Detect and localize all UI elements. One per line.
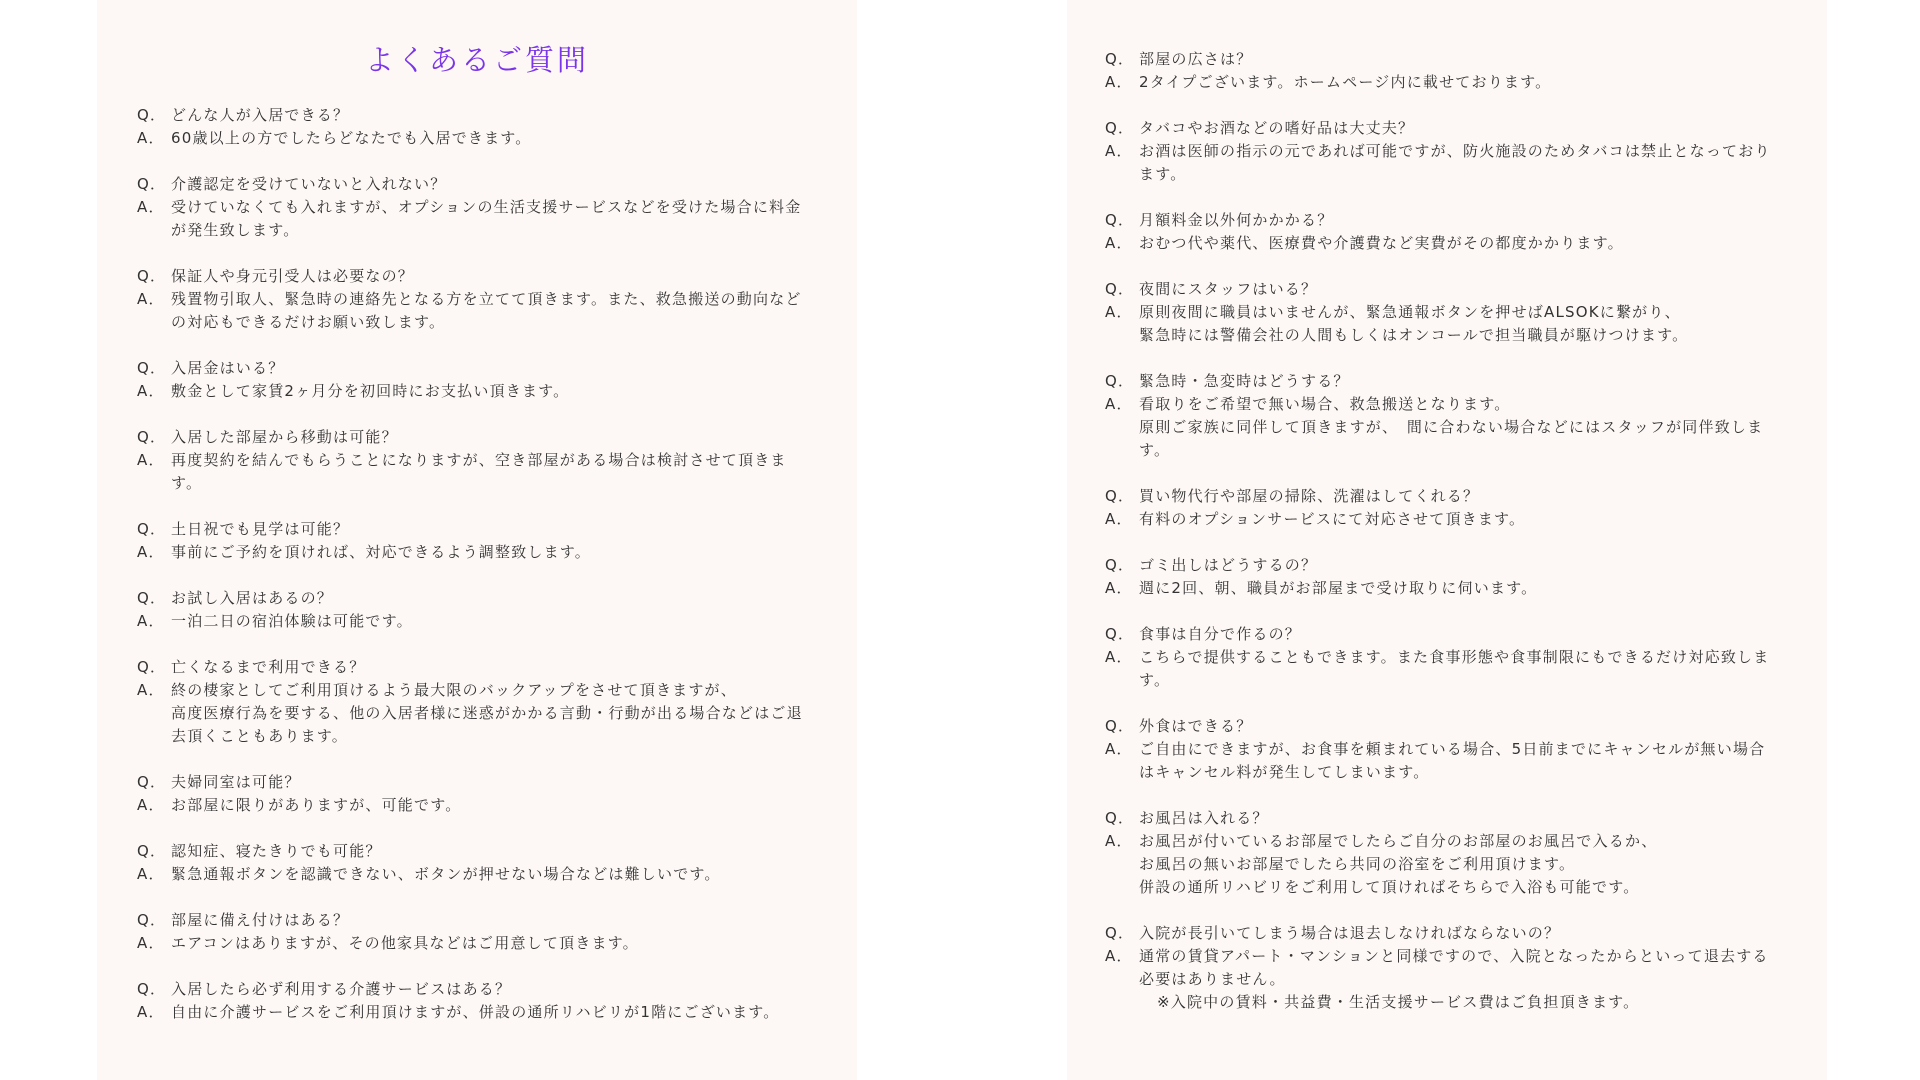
faq-question bbox=[1105, 370, 1805, 393]
faq-question bbox=[1105, 485, 1805, 508]
page-title: よくあるご質問 bbox=[364, 43, 589, 77]
faq-answer bbox=[137, 863, 827, 886]
answer-line: お酒は医師の指示の元であれば可能ですが、防火施設のためタバコは禁止となっており bbox=[1139, 142, 1771, 160]
question-prefix: Q． bbox=[1105, 119, 1135, 137]
question-text: 部屋の広さは？ bbox=[1139, 50, 1253, 68]
faq-answer bbox=[1105, 830, 1805, 899]
answer-text bbox=[1139, 508, 1805, 531]
answer-prefix: A． bbox=[1105, 832, 1133, 850]
question-prefix: Q． bbox=[1105, 211, 1135, 229]
answer-line: 緊急通報ボタンを認識できない、ボタンが押せない場合などは難しいです。 bbox=[171, 865, 721, 883]
answer-text bbox=[1139, 140, 1805, 186]
answer-line: 原則夜間に職員はいませんが、緊急通報ボタンを押せばALSOKに繋がり、 bbox=[1139, 303, 1681, 321]
answer-text bbox=[1139, 646, 1805, 692]
question-text: 保証人や身元引受人は必要なの？ bbox=[171, 267, 415, 285]
answer-text bbox=[171, 610, 827, 633]
answer-line: こちらで提供することもできます。また食事形態や食事制限にもできるだけ対応致しま bbox=[1139, 648, 1770, 666]
answer-line: す。 bbox=[1139, 441, 1171, 459]
question-text: 買い物代行や部屋の掃除、洗濯はしてくれる？ bbox=[1139, 487, 1480, 505]
faq-item bbox=[137, 518, 827, 564]
faq-answer bbox=[1105, 646, 1805, 692]
faq-answer bbox=[1105, 301, 1805, 347]
answer-prefix: A． bbox=[1105, 947, 1133, 965]
answer-line: 受けていなくても入れますが、オプションの生活支援サービスなどを受けた場合に料金 bbox=[171, 198, 802, 216]
question-text: 緊急時・急変時はどうする？ bbox=[1139, 372, 1350, 390]
question-prefix: Q． bbox=[1105, 487, 1135, 505]
faq-answer bbox=[1105, 140, 1805, 186]
faq-answer bbox=[137, 449, 827, 495]
answer-text bbox=[1139, 738, 1805, 784]
answer-text bbox=[171, 127, 827, 150]
answer-line: 一泊二日の宿泊体験は可能です。 bbox=[171, 612, 413, 630]
faq-item bbox=[137, 265, 827, 334]
faq-question bbox=[137, 656, 827, 679]
faq-question bbox=[1105, 715, 1805, 738]
faq-answer bbox=[137, 610, 827, 633]
question-prefix: Q． bbox=[137, 359, 167, 377]
answer-prefix: A． bbox=[137, 129, 165, 147]
question-prefix: Q． bbox=[137, 267, 167, 285]
faq-item bbox=[137, 104, 827, 150]
question-prefix: Q． bbox=[137, 428, 167, 446]
question-text: お風呂は入れる？ bbox=[1139, 809, 1269, 827]
answer-line: ご自由にできますが、お食事を頼まれている場合、5日前までにキャンセルが無い場合 bbox=[1139, 740, 1766, 758]
answer-line: 看取りをご希望で無い場合、救急搬送となります。 bbox=[1139, 395, 1511, 413]
answer-prefix: A． bbox=[137, 290, 165, 308]
answer-line: 残置物引取人、緊急時の連絡先となる方を立てて頂きます。また、救急搬送の動向など bbox=[171, 290, 802, 308]
faq-question bbox=[137, 771, 827, 794]
question-text: 入居したら必ず利用する介護サービスはある？ bbox=[171, 980, 512, 998]
question-text: 認知症、寝たきりでも可能？ bbox=[171, 842, 382, 860]
faq-answer bbox=[1105, 71, 1805, 94]
faq-item bbox=[1105, 715, 1805, 784]
question-prefix: Q． bbox=[1105, 809, 1135, 827]
answer-line: 自由に介護サービスをご利用頂けますが、併設の通所リハビリが1階にございます。 bbox=[171, 1003, 780, 1021]
faq-item bbox=[1105, 370, 1805, 462]
faq-question bbox=[137, 587, 827, 610]
answer-line: 必要はありません。 bbox=[1139, 970, 1286, 988]
faq-item bbox=[1105, 117, 1805, 186]
faq-answer bbox=[137, 380, 827, 403]
answer-text bbox=[1139, 71, 1805, 94]
answer-line: お風呂が付いているお部屋でしたらご自分のお部屋のお風呂で入るか、 bbox=[1139, 832, 1658, 850]
faq-answer bbox=[137, 127, 827, 150]
faq-item bbox=[1105, 807, 1805, 899]
question-prefix: Q． bbox=[137, 658, 167, 676]
faq-answer bbox=[137, 541, 827, 564]
faq-question bbox=[137, 173, 827, 196]
answer-line: す。 bbox=[171, 474, 203, 492]
question-prefix: Q． bbox=[137, 773, 167, 791]
question-prefix: Q． bbox=[137, 980, 167, 998]
answer-prefix: A． bbox=[1105, 740, 1133, 758]
faq-answer bbox=[1105, 232, 1805, 255]
answer-line: が発生致します。 bbox=[171, 221, 300, 239]
question-prefix: Q． bbox=[1105, 372, 1135, 390]
answer-line: はキャンセル料が発生してしまいます。 bbox=[1139, 763, 1430, 781]
question-prefix: Q． bbox=[137, 106, 167, 124]
question-prefix: Q． bbox=[137, 911, 167, 929]
faq-answer bbox=[1105, 393, 1805, 462]
faq-question bbox=[1105, 209, 1805, 232]
answer-prefix: A． bbox=[137, 543, 165, 561]
faq-question bbox=[1105, 554, 1805, 577]
faq-item bbox=[137, 771, 827, 817]
answer-prefix: A． bbox=[137, 796, 165, 814]
faq-list-right bbox=[1105, 48, 1805, 1037]
faq-item bbox=[1105, 554, 1805, 600]
faq-item bbox=[137, 978, 827, 1024]
answer-prefix: A． bbox=[1105, 73, 1133, 91]
answer-line: 敷金として家賃2ヶ月分を初回時にお支払い頂きます。 bbox=[171, 382, 570, 400]
question-text: 亡くなるまで利用できる？ bbox=[171, 658, 366, 676]
question-prefix: Q． bbox=[1105, 924, 1135, 942]
faq-item bbox=[137, 656, 827, 748]
answer-prefix: A． bbox=[1105, 142, 1133, 160]
faq-list-left bbox=[137, 104, 827, 1047]
faq-page-right bbox=[1067, 0, 1827, 1080]
answer-text bbox=[171, 1001, 827, 1024]
faq-question bbox=[137, 265, 827, 288]
answer-line: 去頂くこともあります。 bbox=[171, 727, 349, 745]
question-text: 部屋に備え付けはある？ bbox=[171, 911, 350, 929]
answer-text bbox=[1139, 301, 1805, 347]
faq-item bbox=[137, 587, 827, 633]
faq-item bbox=[1105, 485, 1805, 531]
question-prefix: Q． bbox=[1105, 556, 1135, 574]
faq-item bbox=[137, 173, 827, 242]
answer-prefix: A． bbox=[137, 451, 165, 469]
answer-text bbox=[1139, 393, 1805, 462]
answer-text bbox=[171, 541, 827, 564]
faq-item bbox=[137, 909, 827, 955]
answer-prefix: A． bbox=[137, 681, 165, 699]
question-prefix: Q． bbox=[137, 175, 167, 193]
answer-text bbox=[1139, 945, 1805, 1014]
answer-line: 事前にご予約を頂ければ、対応できるよう調整致します。 bbox=[171, 543, 592, 561]
answer-line: 2タイプございます。ホームページ内に載せております。 bbox=[1139, 73, 1552, 91]
question-prefix: Q． bbox=[137, 589, 167, 607]
faq-page-left bbox=[97, 0, 857, 1080]
answer-prefix: A． bbox=[1105, 648, 1133, 666]
question-prefix: Q． bbox=[137, 520, 167, 538]
answer-note: ※入院中の賃料・共益費・生活支援サービス費はご負担頂きます。 bbox=[1157, 993, 1640, 1011]
answer-line: 通常の賃貸アパート・マンションと同様ですので、入院となったからといって退去する bbox=[1139, 947, 1769, 965]
faq-question bbox=[1105, 922, 1805, 945]
answer-line: の対応もできるだけお願い致します。 bbox=[171, 313, 446, 331]
faq-item bbox=[1105, 48, 1805, 94]
answer-text bbox=[171, 380, 827, 403]
faq-answer bbox=[1105, 945, 1805, 1014]
answer-prefix: A． bbox=[137, 865, 165, 883]
answer-prefix: A． bbox=[137, 1003, 165, 1021]
question-text: お試し入居はあるの？ bbox=[171, 589, 334, 607]
answer-prefix: A． bbox=[137, 612, 165, 630]
answer-prefix: A． bbox=[1105, 303, 1133, 321]
question-text: 土日祝でも見学は可能？ bbox=[171, 520, 350, 538]
question-text: 介護認定を受けていないと入れない？ bbox=[171, 175, 447, 193]
answer-line: 緊急時には警備会社の人間もしくはオンコールで担当職員が駆けつけます。 bbox=[1139, 326, 1689, 344]
question-prefix: Q． bbox=[1105, 280, 1135, 298]
answer-line: 60歳以上の方でしたらどなたでも入居できます。 bbox=[171, 129, 532, 147]
answer-prefix: A． bbox=[1105, 395, 1133, 413]
faq-question bbox=[1105, 48, 1805, 71]
question-text: 入居金はいる？ bbox=[171, 359, 285, 377]
faq-answer bbox=[1105, 577, 1805, 600]
answer-line: す。 bbox=[1139, 671, 1171, 689]
answer-line: お部屋に限りがありますが、可能です。 bbox=[171, 796, 462, 814]
answer-prefix: A． bbox=[1105, 510, 1133, 528]
faq-answer bbox=[137, 196, 827, 242]
question-text: どんな人が入居できる？ bbox=[171, 106, 350, 124]
faq-question bbox=[1105, 623, 1805, 646]
answer-text bbox=[1139, 830, 1805, 899]
faq-question bbox=[137, 840, 827, 863]
question-text: 入院が長引いてしまう場合は退去しなければならないの？ bbox=[1139, 924, 1561, 942]
faq-question bbox=[1105, 807, 1805, 830]
question-text: タバコやお酒などの嗜好品は大丈夫？ bbox=[1139, 119, 1415, 137]
answer-text bbox=[171, 449, 827, 495]
answer-prefix: A． bbox=[137, 382, 165, 400]
faq-question bbox=[137, 518, 827, 541]
question-prefix: Q． bbox=[1105, 50, 1135, 68]
faq-item bbox=[137, 357, 827, 403]
answer-line: 週に2回、朝、職員がお部屋まで受け取りに伺います。 bbox=[1139, 579, 1538, 597]
answer-line: お風呂の無いお部屋でしたら共同の浴室をご利用頂けます。 bbox=[1139, 855, 1576, 873]
answer-line: ます。 bbox=[1139, 165, 1187, 183]
answer-line: 再度契約を結んでもらうことになりますが、空き部屋がある場合は検討させて頂きま bbox=[171, 451, 787, 469]
faq-answer bbox=[137, 679, 827, 748]
faq-question bbox=[137, 909, 827, 932]
answer-prefix: A． bbox=[1105, 579, 1133, 597]
faq-question bbox=[137, 978, 827, 1001]
question-text: 入居した部屋から移動は可能？ bbox=[171, 428, 398, 446]
faq-item bbox=[137, 426, 827, 495]
faq-question bbox=[137, 426, 827, 449]
answer-text bbox=[171, 288, 827, 334]
question-text: 夫婦同室は可能？ bbox=[171, 773, 301, 791]
answer-line: 終の棲家としてご利用頂けるよう最大限のバックアップをさせて頂きますが、 bbox=[171, 681, 737, 699]
faq-item bbox=[1105, 209, 1805, 255]
faq-answer bbox=[1105, 738, 1805, 784]
answer-prefix: A． bbox=[137, 198, 165, 216]
answer-text bbox=[1139, 232, 1805, 255]
question-prefix: Q． bbox=[1105, 717, 1135, 735]
question-prefix: Q． bbox=[1105, 625, 1135, 643]
faq-answer bbox=[137, 932, 827, 955]
faq-question bbox=[1105, 278, 1805, 301]
faq-question bbox=[1105, 117, 1805, 140]
answer-line: 原則ご家族に同伴して頂きますが、 間に合わない場合などにはスタッフが同伴致しま bbox=[1139, 418, 1764, 436]
faq-item bbox=[1105, 278, 1805, 347]
question-prefix: Q． bbox=[137, 842, 167, 860]
question-text: 夜間にスタッフはいる？ bbox=[1139, 280, 1318, 298]
answer-text bbox=[1139, 577, 1805, 600]
faq-answer bbox=[1105, 508, 1805, 531]
faq-answer bbox=[137, 794, 827, 817]
answer-text bbox=[171, 932, 827, 955]
faq-answer bbox=[137, 1001, 827, 1024]
faq-item bbox=[1105, 922, 1805, 1014]
answer-text bbox=[171, 679, 827, 748]
faq-answer bbox=[137, 288, 827, 334]
answer-prefix: A． bbox=[137, 934, 165, 952]
question-text: ゴミ出しはどうするの？ bbox=[1139, 556, 1318, 574]
answer-line: おむつ代や薬代、医療費や介護費など実費がその都度かかります。 bbox=[1139, 234, 1624, 252]
answer-line: 有料のオプションサービスにて対応させて頂きます。 bbox=[1139, 510, 1526, 528]
answer-text bbox=[171, 196, 827, 242]
answer-line: エアコンはありますが、その他家具などはご用意して頂きます。 bbox=[171, 934, 639, 952]
question-text: 月額料金以外何かかかる？ bbox=[1139, 211, 1334, 229]
question-text: 食事は自分で作るの？ bbox=[1139, 625, 1302, 643]
answer-text bbox=[171, 794, 827, 817]
faq-question bbox=[137, 104, 827, 127]
answer-prefix: A． bbox=[1105, 234, 1133, 252]
answer-text bbox=[171, 863, 827, 886]
faq-question bbox=[137, 357, 827, 380]
answer-line: 高度医療行為を要する、他の入居者様に迷惑がかかる言動・行動が出る場合などはご退 bbox=[171, 704, 803, 722]
question-text: 外食はできる？ bbox=[1139, 717, 1253, 735]
faq-item bbox=[137, 840, 827, 886]
faq-item bbox=[1105, 623, 1805, 692]
answer-line: 併設の通所リハビリをご利用して頂ければそちらで入浴も可能です。 bbox=[1139, 878, 1640, 896]
